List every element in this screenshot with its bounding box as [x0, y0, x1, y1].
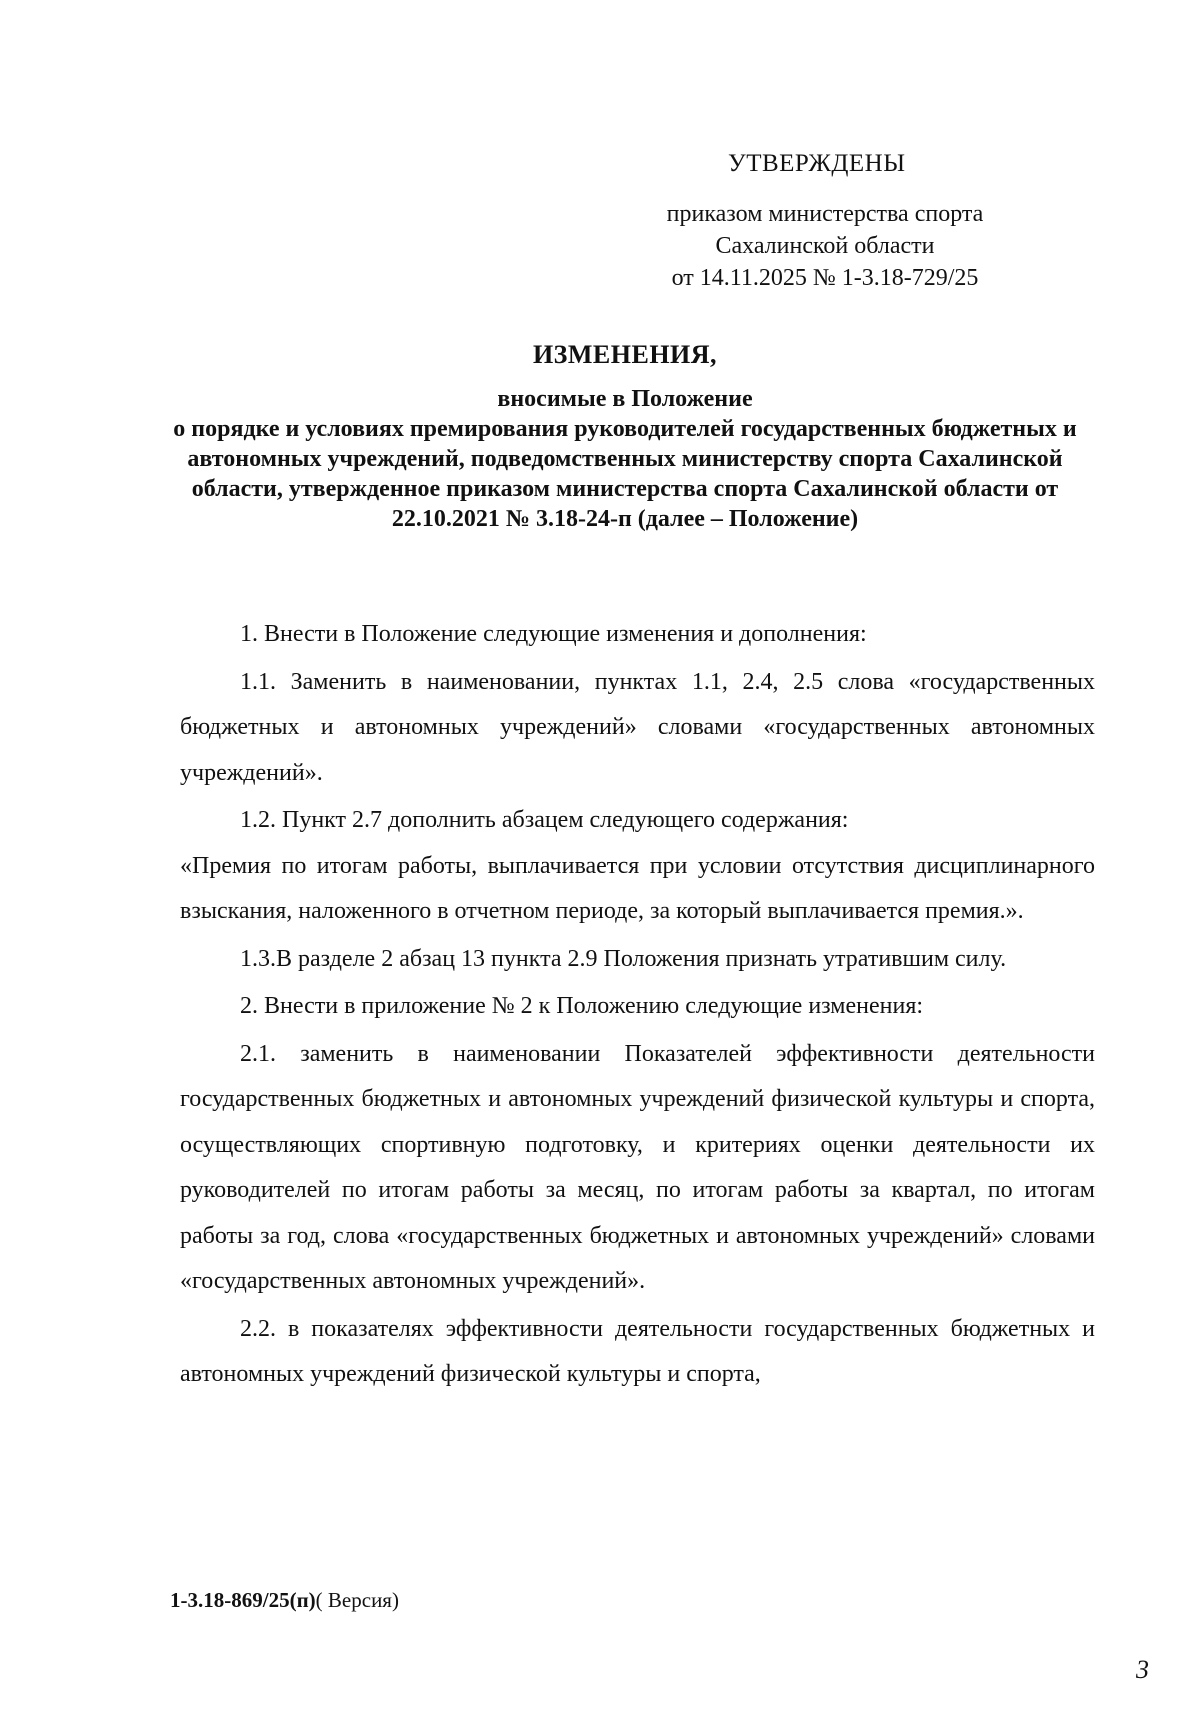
paragraph-1-3: 1.3.В разделе 2 абзац 13 пункта 2.9 Положения признать утратившим силу.: [240, 945, 1007, 972]
paragraph-1-2-quote: «Премия по итогам работы, выплачивается при условии отсутствия дисциплинарного взыскания, наложенного в отчетном периоде, за который выплачивается премия.».: [180, 852, 1095, 924]
page-number: 3: [1136, 1655, 1149, 1684]
paragraph-2-1: 2.1. заменить в наименовании Показателей эффективности деятельности государственных бюджетных и автономных учреждений физической культуры и спорта, осуществляющих спортивную подготовку, и критериях оценки деятельности их руководителей по итогам работы за месяц, по итогам работы за квартал, по итогам работы за год, слова «государственных бюджетных и автономных учреждений» словами «государственных автономных учреждений».: [180, 1040, 1095, 1294]
paragraph-2-2: 2.2. в показателях эффективности деятельности государственных бюджетных и автономных учреждений физической культуры и спорта,: [180, 1315, 1095, 1387]
paragraph-1-1: 1.1. Заменить в наименовании, пунктах 1.1, 2.4, 2.5 слова «государственных бюджетных и автономных учреждений» словами «государственных автономных учреждений».: [180, 668, 1095, 786]
document-code: 1-3.18-869/25(п): [170, 1588, 316, 1612]
document-version: ( Версия): [315, 1588, 399, 1612]
approval-line-1: приказом министерства спорта: [666, 201, 984, 227]
approval-details: [600, 198, 1050, 294]
approval-title: УТВЕРЖДЕНЫ: [728, 150, 906, 177]
document-heading: [150, 340, 1100, 534]
heading-sub-2: о порядке и условиях премирования руководителей государственных бюджетных и автономных учреждений, подведомственных министерству спорта Сахалинской области, утвержденное приказом министерства спорта Сахалинской области от 22.10.2021 № 3.18-24-п (далее – Положение): [173, 416, 1077, 532]
approval-line-3: от 14.11.2025 № 1-3.18-729/25: [671, 265, 979, 291]
paragraph-2: 2. Внести в приложение № 2 к Положению следующие изменения:: [240, 993, 924, 1019]
approval-line-2: Сахалинской области: [715, 233, 935, 259]
paragraph-1: 1. Внести в Положение следующие изменения и дополнения:: [240, 621, 867, 647]
paragraph-1-2: 1.2. Пункт 2.7 дополнить абзацем следующего содержания:: [240, 807, 849, 833]
document-body: [180, 612, 1095, 1398]
document-footer-code: [170, 1588, 399, 1613]
heading-main: ИЗМЕНЕНИЯ,: [532, 340, 718, 369]
heading-sub-1: вносимые в Положение: [497, 386, 753, 412]
